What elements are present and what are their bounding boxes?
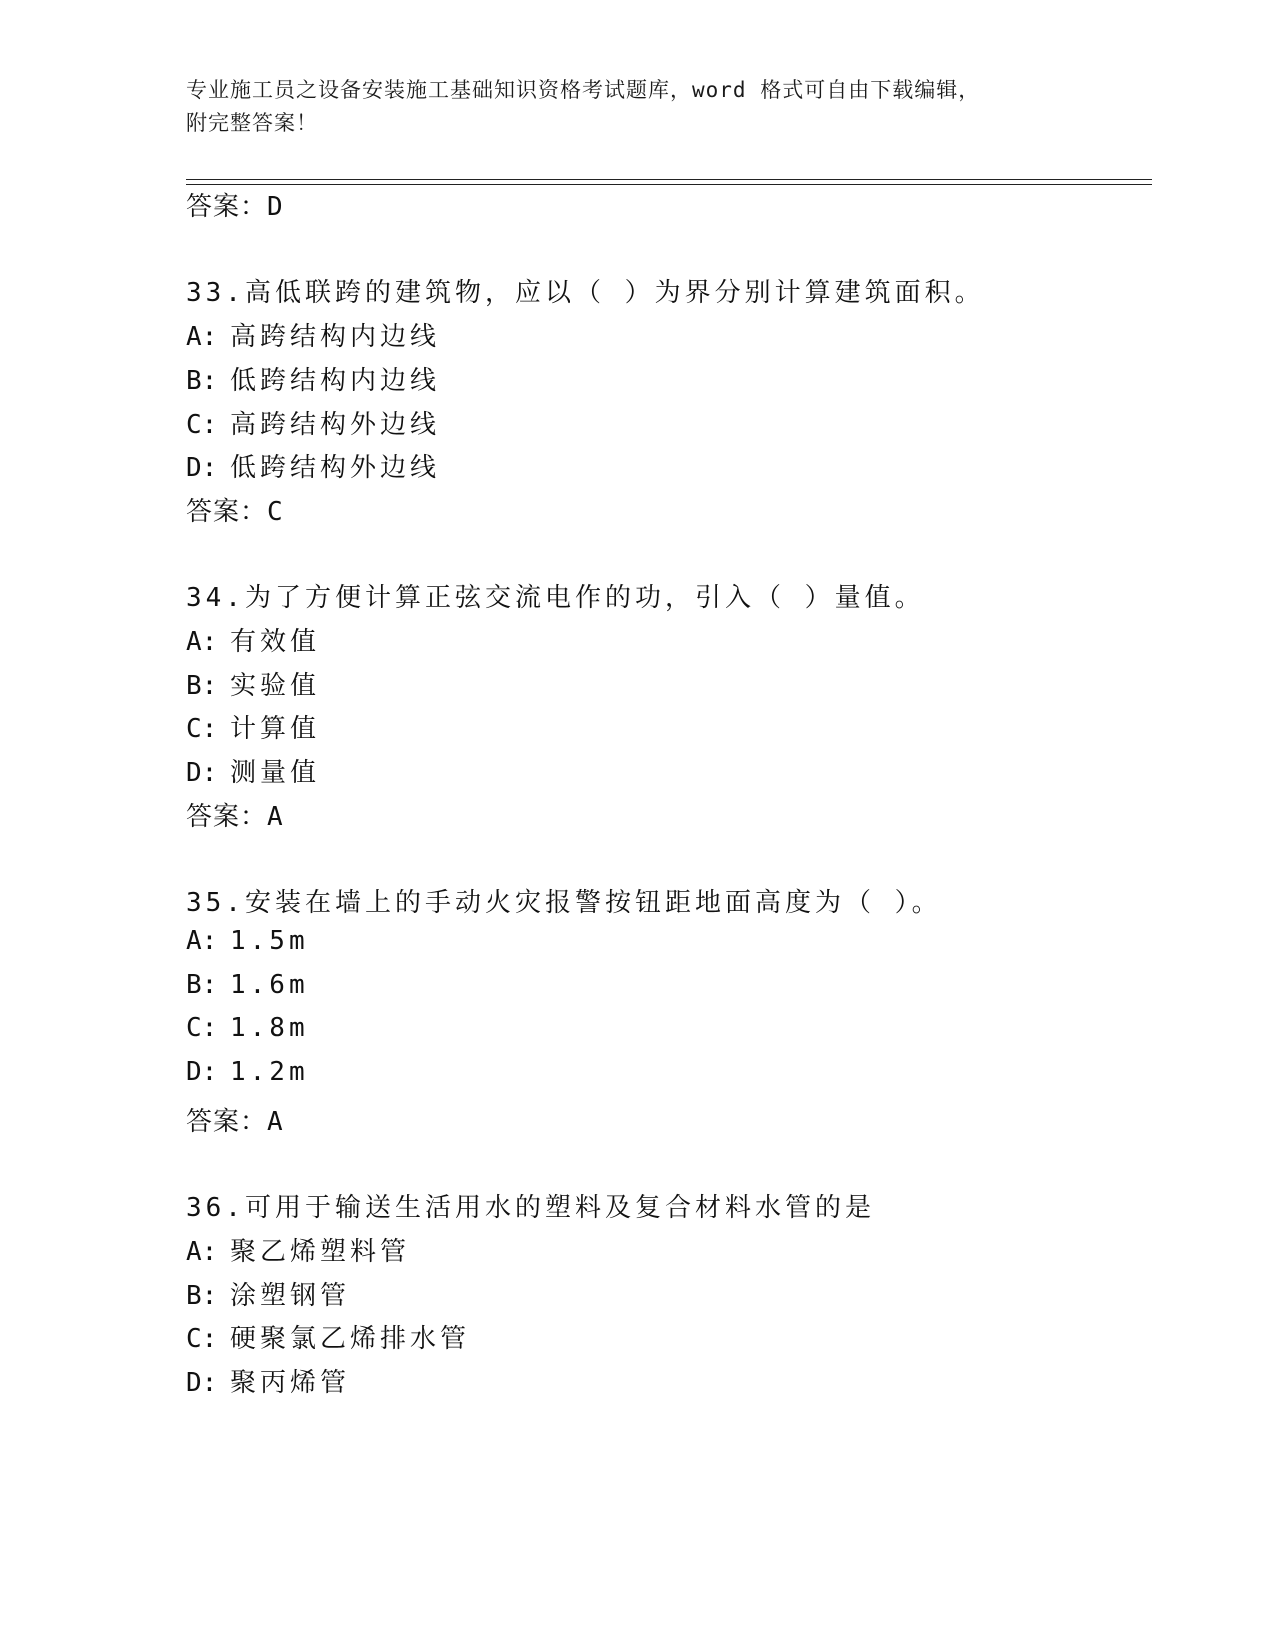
q35-option-c — [186, 1013, 309, 1043]
question-34: 34.为了方便计算正弦交流电作的功，引入（ ）量值。 — [186, 583, 925, 613]
q33-option-d — [186, 447, 440, 484]
option-letter: C: — [186, 1324, 218, 1354]
q34-option-b — [186, 665, 320, 702]
q36-option-b — [186, 1275, 350, 1312]
q34-option-a — [186, 621, 320, 658]
option-letter: A: — [186, 627, 218, 657]
option-letter: D: — [186, 1057, 218, 1087]
q33-answer: 答案：C — [186, 497, 284, 527]
q33-option-b — [186, 360, 440, 397]
q33-option-a — [186, 316, 440, 353]
option-text: 高跨结构内边线 — [230, 322, 441, 352]
q34-option-c — [186, 708, 320, 745]
option-text: 1.2m — [230, 1057, 309, 1087]
question-33: 33.高低联跨的建筑物，应以（ ）为界分别计算建筑面积。 — [186, 278, 985, 308]
option-letter: A: — [186, 926, 218, 956]
option-letter: B: — [186, 970, 218, 1000]
q33-option-c — [186, 404, 440, 441]
header-divider-bottom — [186, 184, 1152, 185]
q36-option-c — [186, 1318, 470, 1355]
option-text: 计算值 — [230, 714, 321, 744]
header-line-1: 专业施工员之设备安装施工基础知识资格考试题库，word 格式可自由下载编辑， — [186, 78, 981, 102]
option-text: 1.5m — [230, 926, 309, 956]
option-letter: B: — [186, 1281, 218, 1311]
option-text: 硬聚氯乙烯排水管 — [230, 1324, 471, 1354]
option-text: 测量值 — [230, 758, 321, 788]
option-text: 有效值 — [230, 627, 321, 657]
option-text: 低跨结构外边线 — [230, 453, 441, 483]
question-36: 36.可用于输送生活用水的塑料及复合材料水管的是 — [186, 1193, 875, 1223]
option-letter: A: — [186, 322, 218, 352]
option-letter: C: — [186, 714, 218, 744]
q35-option-d — [186, 1057, 309, 1087]
option-text: 实验值 — [230, 671, 321, 701]
option-text: 低跨结构内边线 — [230, 366, 441, 396]
question-35: 35.安装在墙上的手动火灾报警按钮距地面高度为（ ）。 — [186, 888, 942, 918]
q34-option-d — [186, 752, 320, 789]
option-text: 涂塑钢管 — [230, 1281, 351, 1311]
q35-option-b — [186, 970, 309, 1000]
option-text: 高跨结构外边线 — [230, 410, 441, 440]
header-line-2: 附完整答案！ — [186, 111, 318, 135]
option-letter: D: — [186, 453, 218, 483]
option-text: 聚丙烯管 — [230, 1368, 351, 1398]
option-letter: D: — [186, 1368, 218, 1398]
option-text: 聚乙烯塑料管 — [230, 1237, 411, 1267]
option-letter: C: — [186, 410, 218, 440]
option-letter: B: — [186, 671, 218, 701]
q36-option-a — [186, 1231, 410, 1268]
option-letter: A: — [186, 1237, 218, 1267]
q35-answer: 答案：A — [186, 1107, 284, 1137]
option-letter: B: — [186, 366, 218, 396]
header-divider-top — [186, 179, 1152, 180]
q35-option-a — [186, 926, 309, 956]
option-text: 1.8m — [230, 1013, 309, 1043]
document-header — [186, 74, 1086, 140]
q34-answer: 答案：A — [186, 802, 284, 832]
q36-option-d — [186, 1362, 350, 1399]
option-text: 1.6m — [230, 970, 309, 1000]
option-letter: D: — [186, 758, 218, 788]
answer-prev: 答案：D — [186, 192, 284, 222]
option-letter: C: — [186, 1013, 218, 1043]
